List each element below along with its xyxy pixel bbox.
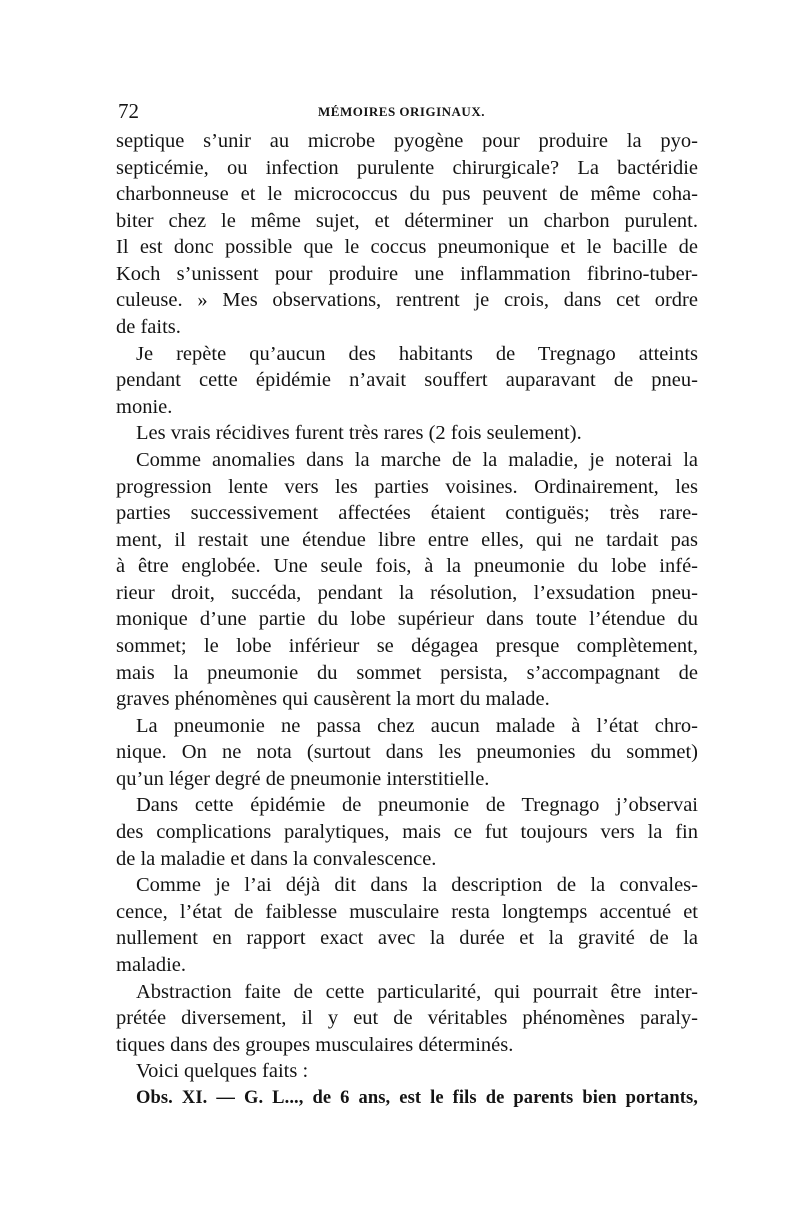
text-line: Voici quelques faits : [136,1060,309,1083]
text-line: Koch s’unissent pour produire une inflammation fibrino-tuber- [116,262,698,285]
text-line: parties successivement affectées étaient contiguës; très rare- [116,502,698,525]
body-text [116,128,698,1111]
text-line: monique d’une partie du lobe supérieur dans toute l’étendue du [116,608,698,631]
text-line: ment, il restait une étendue libre entre elles, qui ne tardait pas [116,528,698,551]
observation-heading-line: Obs. XI. — G. L..., de 6 ans, est le fils de parents bien portants, [136,1087,698,1108]
text-line: Abstraction faite de cette particularité, qui pourrait être inter- [136,980,698,1003]
text-line: Dans cette épidémie de pneumonie de Tregnago j’observai [136,794,698,817]
text-line: nique. On ne nota (surtout dans les pneumonies du sommet) [116,741,698,764]
text-line: septique s’unir au microbe pyogène pour produire la pyo- [116,130,698,152]
text-line: de faits. [116,316,181,339]
running-title: MÉMOIRES ORIGINAUX. [318,104,485,119]
text-line: cence, l’état de faiblesse musculaire resta longtemps accentué et [116,900,698,923]
text-line: mais la pneumonie du sommet persista, s’accompagnant de [116,661,698,684]
text-line: charbonneuse et le micrococcus du pus peuvent de même coha- [116,183,698,206]
text-line: monie. [116,395,173,418]
page-header [118,98,698,124]
text-line: Comme anomalies dans la marche de la maladie, je noterai la [136,448,698,471]
text-line: culeuse. » Mes observations, rentrent je crois, dans cet ordre [116,289,698,312]
page-number: 72 [118,99,139,123]
text-line: prétée diversement, il y eut de véritables phénomènes paraly- [116,1007,698,1030]
text-line: graves phénomènes qui causèrent la mort du malade. [116,688,550,711]
text-line: des complications paralytiques, mais ce fut toujours vers la fin [116,821,698,844]
text-line: Les vrais récidives furent très rares (2 fois seulement). [136,422,582,445]
text-line: qu’un léger degré de pneumonie interstitielle. [116,767,490,790]
text-line: Je repète qu’aucun des habitants de Tregnago atteints [136,342,698,365]
text-line: La pneumonie ne passa chez aucun malade à l’état chro- [136,714,698,737]
text-line: de la maladie et dans la convalescence. [116,847,437,870]
text-line: biter chez le même sujet, et déterminer un charbon purulent. [116,209,698,232]
text-line: progression lente vers les parties voisines. Ordinairement, les [116,475,698,498]
text-line: Il est donc possible que le coccus pneumonique et le bacille de [116,236,698,259]
text-line: nullement en rapport exact avec la durée et la gravité de la [116,927,698,950]
text-line: Comme je l’ai déjà dit dans la description de la convales- [136,874,698,897]
text-line: septicémie, ou infection purulente chirurgicale? La bactéridie [116,156,698,179]
text-line: sommet; le lobe inférieur se dégagea presque complètement, [116,634,698,657]
text-line: pendant cette épidémie n’avait souffert auparavant de pneu- [116,369,698,392]
text-line: tiques dans des groupes musculaires déterminés. [116,1033,514,1056]
text-line: à être englobée. Une seule fois, à la pneumonie du lobe infé- [116,555,698,578]
text-line: maladie. [116,953,187,976]
text-line: rieur droit, succéda, pendant la résolution, l’exsudation pneu- [116,581,698,604]
